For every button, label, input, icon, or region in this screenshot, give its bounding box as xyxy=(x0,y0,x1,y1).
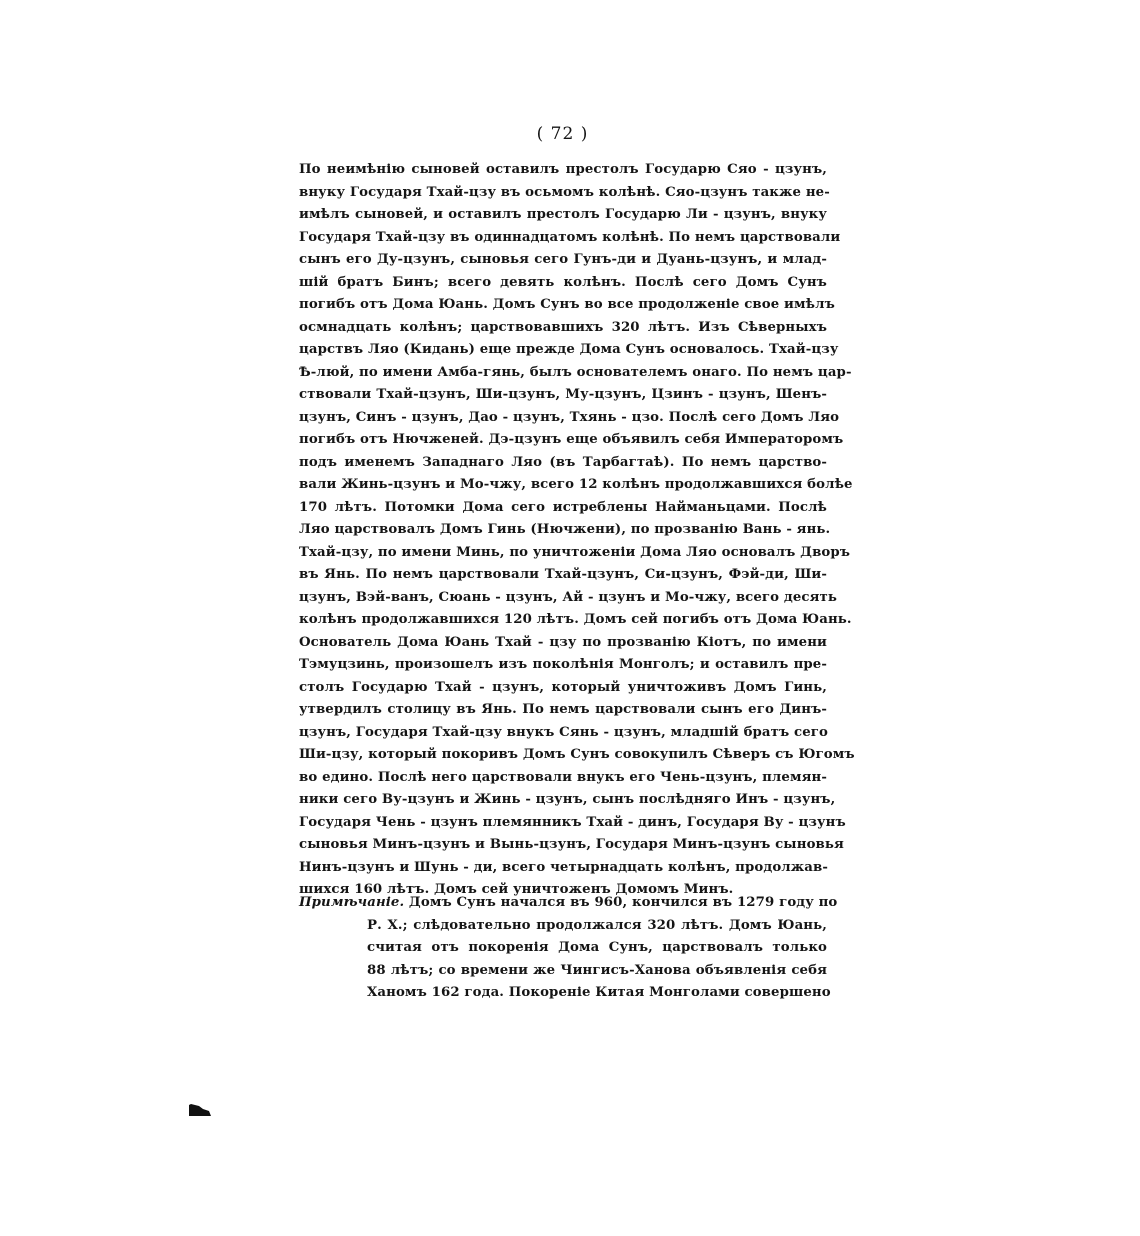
text-line: цзунъ, Вэй-ванъ, Сюань - цзунъ, Ай - цзунъ и Мо-чжу, всего десять xyxy=(299,589,837,605)
text-line: подъ именемъ Западнаго Ляо (въ Тарбагтаѣ). По немъ царство- xyxy=(299,454,827,470)
text-line: Государя Чень - цзунъ племянникъ Тхай - динъ, Государя Ву - цзунъ xyxy=(299,814,846,830)
footnote-first-line xyxy=(299,892,838,915)
text-line: шихся 160 лѣтъ. Домъ сей уничтоженъ Домомъ Минъ. xyxy=(299,882,734,897)
text-line: ники сего Ву-цзунъ и Жинь - цзунъ, сынъ послѣдняго Инъ - цзунъ, xyxy=(299,792,836,807)
text-line: имѣлъ сыновей, и оставилъ престолъ Государю Ли - цзунъ, внуку xyxy=(299,207,827,222)
text-line: погибъ отъ Дома Юань. Домъ Сунъ во все продолженіе свое имѣлъ xyxy=(299,297,835,312)
footnote-label: Примѣчаніе. xyxy=(299,895,405,910)
text-line: шій братъ Бинъ; всего девять колѣнъ. Послѣ сего Домъ Сунъ xyxy=(299,274,827,290)
text-line: Ѣ-люй, по имени Амба-гянь, былъ основателемъ онаго. По немъ цар- xyxy=(299,364,852,380)
text-line: вали Жинь-цзунъ и Мо-чжу, всего 12 колѣнъ продолжавшихся болѣе xyxy=(299,477,853,492)
footnote-line: 88 лѣтъ; со времени же Чингисъ-Ханова объявленія себя xyxy=(367,962,827,978)
text-line: утвердилъ столицу въ Янь. По немъ царствовали сынъ его Динъ- xyxy=(299,702,827,717)
text-line: 170 лѣтъ. Потомки Дома сего истреблены Найманьцами. Послѣ xyxy=(299,499,827,515)
text-line: въ Янь. По немъ царствовали Тхай-цзунъ, Си-цзунъ, Фэй-ди, Ши- xyxy=(299,567,827,582)
text-line: колѣнъ продолжавшихся 120 лѣтъ. Домъ сей погибъ отъ Дома Юань. xyxy=(299,612,852,627)
text-line: осмнадцать колѣнъ; царствовавшихъ 320 лѣтъ. Изъ Сѣверныхъ xyxy=(299,319,827,335)
text-line: ствовали Тхай-цзунъ, Ши-цзунъ, Му-цзунъ, Цзинъ - цзунъ, Шенъ- xyxy=(299,387,827,402)
text-line: Ши-цзу, который покоривъ Домъ Сунъ совокупилъ Сѣверъ съ Югомъ xyxy=(299,747,855,762)
text-line: Ляо царствовалъ Домъ Гинь (Нючжени), по прозванію Вань - янь. xyxy=(299,522,831,537)
text-line: царствъ Ляо (Кидань) еще прежде Дома Сунъ основалось. Тхай-цзу xyxy=(299,342,839,357)
text-line: сыновья Минъ-цзунъ и Вынь-цзунъ, Государя Минъ-цзунъ сыновья xyxy=(299,837,844,852)
pointing-hand-mark-icon xyxy=(189,1104,211,1116)
text-line: Основатель Дома Юань Тхай - цзу по прозванію Кіотъ, по имени xyxy=(299,634,827,650)
text-line: Тэмуцзинь, произошелъ изъ поколѣнія Монголъ; и оставилъ пре- xyxy=(299,657,827,672)
footnote xyxy=(299,892,838,1005)
text-line: цзунъ, Государя Тхай-цзу внукъ Сянь - цзунъ, младшій братъ сего xyxy=(299,724,828,740)
text-line: сынъ его Ду-цзунъ, сыновья сего Гунъ-ди и Дуань-цзунъ, и млад- xyxy=(299,252,827,267)
text-line: Тхай-цзу, по имени Минь, по уничтоженіи Дома Ляо основалъ Дворъ xyxy=(299,544,851,560)
text-line: во едино. Послѣ него царствовали внукъ его Чень-цзунъ, племян- xyxy=(299,769,827,785)
footnote-line: Р. Х.; слѣдовательно продолжался 320 лѣтъ. Домъ Юань, xyxy=(367,917,827,933)
text-line: По неимѣнію сыновей оставилъ престолъ Государю Сяо - цзунъ, xyxy=(299,162,827,177)
text-line: Государя Тхай-цзу въ одиннадцатомъ колѣнѣ. По немъ царствовали xyxy=(299,229,841,245)
footnote-text: Домъ Сунъ начался въ 960, кончился въ 1279 году по xyxy=(408,895,838,910)
text-line: Нинъ-цзунъ и Шунь - ди, всего четырнадцать колѣнъ, продолжав- xyxy=(299,859,828,875)
text-line: столъ Государю Тхай - цзунъ, который уничтоживъ Домъ Гинь, xyxy=(299,679,827,695)
text-line: погибъ отъ Нючженей. Дэ-цзунъ еще объявилъ себя Императоромъ xyxy=(299,432,844,447)
text-line: цзунъ, Синъ - цзунъ, Дао - цзунъ, Тхянь - цзо. Послѣ сего Домъ Ляо xyxy=(299,409,840,425)
footnote-line: считая отъ покоренія Дома Сунъ, царствовалъ только xyxy=(367,940,827,955)
text-line: внуку Государя Тхай-цзу въ осьмомъ колѣнѣ. Сяо-цзунъ также не- xyxy=(299,184,830,200)
main-text xyxy=(299,159,855,902)
footnote-line: Ханомъ 162 года. Покореніе Китая Монголами совершено xyxy=(367,985,831,1000)
page-number: ( 72 ) xyxy=(536,124,589,144)
